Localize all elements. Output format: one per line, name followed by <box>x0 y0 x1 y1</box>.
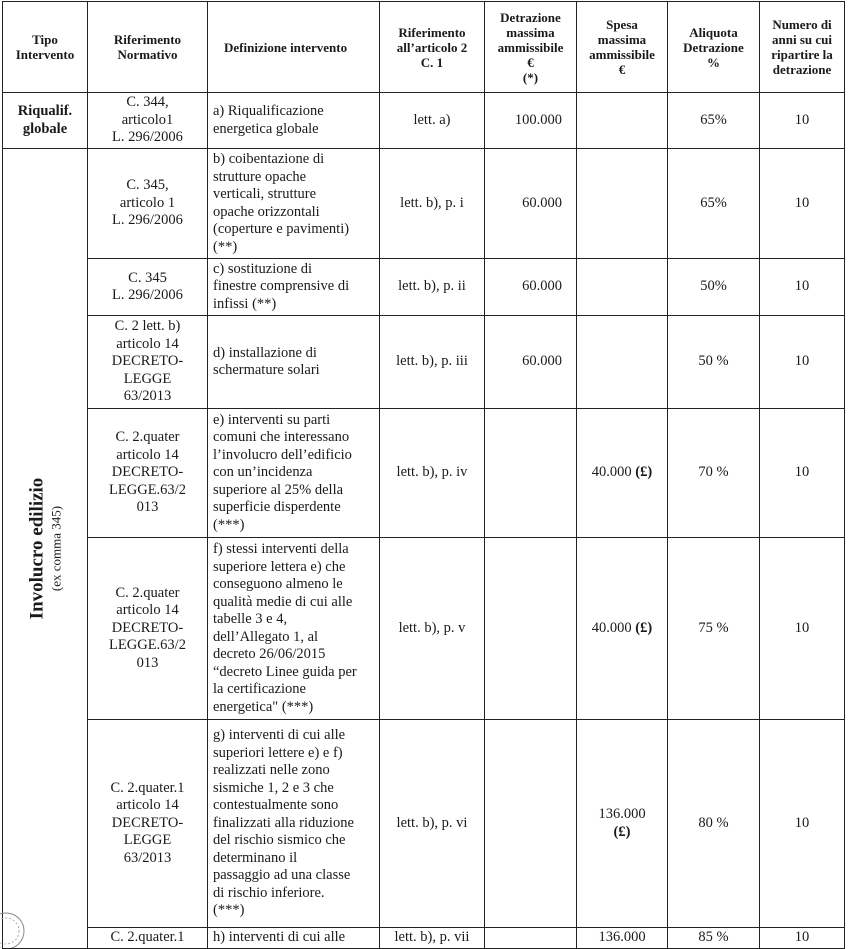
group-riqualif: Riqualif. globale <box>3 93 88 149</box>
cell-spesa <box>577 93 668 149</box>
cell-anni: 10 <box>760 720 845 928</box>
table-row <box>3 720 845 928</box>
cell-articolo: lett. b), p. vi <box>380 720 485 928</box>
deduction-table <box>2 1 845 949</box>
cell-riferimento: C. 2 lett. b) articolo 14 DECRETO- LEGGE 63/2013 <box>88 316 208 409</box>
cell-aliquota: 85 % <box>668 928 760 949</box>
cell-spesa: 136.000 <box>577 928 668 949</box>
cell-anni: 10 <box>760 149 845 259</box>
cell-detrazione <box>485 538 577 720</box>
cell-riferimento: C. 345, articolo 1 L. 296/2006 <box>88 149 208 259</box>
cell-aliquota: 70 % <box>668 409 760 538</box>
cell-spesa <box>577 259 668 316</box>
table-row <box>3 538 845 720</box>
table-row <box>3 316 845 409</box>
cell-definizione: b) coibentazione di strutture opache verticali, strutture opache orizzontali (coperture e pavimenti) (**) <box>208 149 380 259</box>
cell-aliquota: 65% <box>668 149 760 259</box>
cell-aliquota: 50% <box>668 259 760 316</box>
cell-spesa <box>577 149 668 259</box>
cell-detrazione: 60.000 <box>485 149 577 259</box>
cell-definizione: h) interventi di cui alle <box>208 928 380 949</box>
header-riferimento: Riferimento Normativo <box>88 2 208 93</box>
cell-detrazione: 60.000 <box>485 316 577 409</box>
cell-anni: 10 <box>760 538 845 720</box>
cell-definizione: g) interventi di cui alle superiori lettere e) e f) realizzati nelle zono sismiche 1, 2 e 3 che contestualmente sono finalizzati alla riduzione del rischio sismico che determinano il passaggio ad una classe di rischio inferiore. (***) <box>208 720 380 928</box>
cell-detrazione <box>485 409 577 538</box>
group-involucro-sub: (ex comma 345) <box>48 505 64 591</box>
table-row <box>3 93 845 149</box>
table-row <box>3 259 845 316</box>
cell-definizione: f) stessi interventi della superiore lettera e) che conseguono almeno le qualità medie di cui alle tabelle 3 e 4, dell’Allegato 1, al decreto 26/06/2015 “decreto Linee guida per la certificazione energetica" (***) <box>208 538 380 720</box>
cell-spesa: 136.000 (£) <box>577 720 668 928</box>
cell-anni: 10 <box>760 928 845 949</box>
cell-definizione: d) installazione di schermature solari <box>208 316 380 409</box>
cell-aliquota: 50 % <box>668 316 760 409</box>
cell-riferimento: C. 344, articolo1 L. 296/2006 <box>88 93 208 149</box>
cell-spesa: 40.000 (£) <box>577 409 668 538</box>
header-row <box>3 2 845 93</box>
header-aliquota: Aliquota Detrazione % <box>668 2 760 93</box>
header-anni: Numero di anni su cui ripartire la detrazione <box>760 2 845 93</box>
stamp-mark <box>0 905 30 948</box>
cell-articolo: lett. b), p. iv <box>380 409 485 538</box>
cell-articolo: lett. b), p. ii <box>380 259 485 316</box>
cell-articolo: lett. b), p. iii <box>380 316 485 409</box>
table-row <box>3 149 845 259</box>
table-row <box>3 928 845 949</box>
cell-definizione: c) sostituzione di finestre comprensive di infissi (**) <box>208 259 380 316</box>
cell-anni: 10 <box>760 409 845 538</box>
cell-detrazione: 60.000 <box>485 259 577 316</box>
cell-articolo: lett. b), p. v <box>380 538 485 720</box>
pound-marker: (£) <box>635 619 653 636</box>
cell-riferimento: C. 2.quater articolo 14 DECRETO- LEGGE.63/2 013 <box>88 409 208 538</box>
cell-anni: 10 <box>760 259 845 316</box>
cell-riferimento: C. 345 L. 296/2006 <box>88 259 208 316</box>
pound-marker: (£) <box>635 464 653 481</box>
table-row <box>3 409 845 538</box>
group-involucro-label: Involucro edilizio <box>26 477 48 620</box>
cell-anni: 10 <box>760 316 845 409</box>
cell-spesa: 40.000 (£) <box>577 538 668 720</box>
cell-articolo: lett. a) <box>380 93 485 149</box>
cell-detrazione <box>485 928 577 949</box>
cell-anni: 10 <box>760 93 845 149</box>
cell-riferimento: C. 2.quater articolo 14 DECRETO- LEGGE.63/2 013 <box>88 538 208 720</box>
cell-detrazione <box>485 720 577 928</box>
cell-aliquota: 80 % <box>668 720 760 928</box>
cell-riferimento: C. 2.quater.1 articolo 14 DECRETO- LEGGE 63/2013 <box>88 720 208 928</box>
group-involucro <box>3 149 88 949</box>
cell-detrazione: 100.000 <box>485 93 577 149</box>
cell-definizione: a) Riqualificazione energetica globale <box>208 93 380 149</box>
header-definizione: Definizione intervento <box>208 2 380 93</box>
header-articolo: Riferimento all’articolo 2 C. 1 <box>380 2 485 93</box>
cell-articolo: lett. b), p. vii <box>380 928 485 949</box>
header-tipo: Tipo Intervento <box>3 2 88 93</box>
cell-definizione: e) interventi su parti comuni che interessano l’involucro dell’edificio con un’incidenza superiore al 25% della superficie disperdente (***) <box>208 409 380 538</box>
cell-articolo: lett. b), p. i <box>380 149 485 259</box>
cell-riferimento: C. 2.quater.1 <box>88 928 208 949</box>
cell-aliquota: 65% <box>668 93 760 149</box>
header-spesa: Spesa massima ammissibile € <box>577 2 668 93</box>
pound-marker: (£) <box>613 823 631 840</box>
header-detrazione: Detrazione massima ammissibile € (*) <box>485 2 577 93</box>
cell-spesa <box>577 316 668 409</box>
cell-aliquota: 75 % <box>668 538 760 720</box>
